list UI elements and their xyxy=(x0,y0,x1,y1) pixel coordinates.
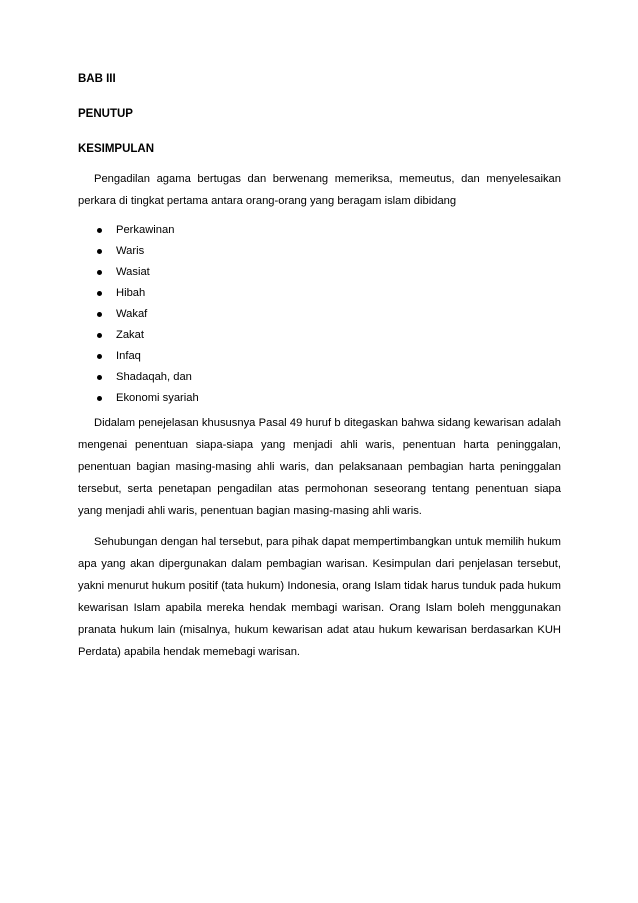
list-item-label: Wasiat xyxy=(116,266,150,278)
bullet-icon xyxy=(97,228,102,233)
list-item xyxy=(78,262,561,283)
jurisdiction-list xyxy=(78,220,561,409)
intro-paragraph: Pengadilan agama bertugas dan berwenang memeriksa, memeutus, dan menyelesaikan perkara di tingkat pertama antara orang-orang yang beragam islam dibidang xyxy=(78,173,561,207)
list-item-label: Perkawinan xyxy=(116,224,175,236)
bullet-icon xyxy=(97,291,102,296)
bullet-icon xyxy=(97,312,102,317)
list-item xyxy=(78,304,561,325)
list-item xyxy=(78,346,561,367)
chapter-title: PENUTUP xyxy=(78,108,133,120)
list-item xyxy=(78,388,561,409)
bullet-icon xyxy=(97,396,102,401)
list-item-label: Waris xyxy=(116,245,145,257)
list-item xyxy=(78,220,561,241)
bullet-icon xyxy=(97,249,102,254)
bullet-icon xyxy=(97,375,102,380)
conclusion-paragraph: Sehubungan dengan hal tersebut, para pihak dapat mempertimbangkan untuk memilih hukum apa yang akan dipergunakan dalam pembagian warisan. Kesimpulan dari penjelasan tersebut, yakni menurut hukum positif (tata hukum) Indonesia, orang Islam tidak harus tunduk pada hukum kewarisan Islam apabila mereka hendak membagi warisan. Orang Islam boleh menggunakan pranata hukum lain (misalnya, hukum kewarisan adat atau hukum kewarisan berdasarkan KUH Perdata) apabila hendak memebagi warisan. xyxy=(78,536,561,658)
list-item-label: Zakat xyxy=(116,329,144,341)
explanation-paragraph: Didalam penejelasan khususnya Pasal 49 huruf b ditegaskan bahwa sidang kewarisan adalah mengenai penentuan siapa-siapa yang menjadi ahli waris, penentuan harta peninggalan, penentuan bagian masing-masing ahli waris, dan pelaksanaan pembagian harta peninggalan tersebut, serta penetapan pengadilan atas permohonan seseorang tentang penentuan siapa yang menjadi ahli waris, penentuan bagian masing-masing ahli waris. xyxy=(78,417,561,517)
chapter-number: BAB III xyxy=(78,73,116,85)
bullet-icon xyxy=(97,270,102,275)
section-title: KESIMPULAN xyxy=(78,143,155,155)
list-item xyxy=(78,367,561,388)
bullet-icon xyxy=(97,354,102,359)
list-item-label: Hibah xyxy=(116,287,146,299)
bullet-icon xyxy=(97,333,102,338)
list-item-label: Shadaqah, dan xyxy=(116,371,192,383)
list-item xyxy=(78,325,561,346)
list-item xyxy=(78,241,561,262)
list-item-label: Ekonomi syariah xyxy=(116,392,199,404)
list-item-label: Infaq xyxy=(116,350,141,362)
list-item-label: Wakaf xyxy=(116,308,148,320)
list-item xyxy=(78,283,561,304)
